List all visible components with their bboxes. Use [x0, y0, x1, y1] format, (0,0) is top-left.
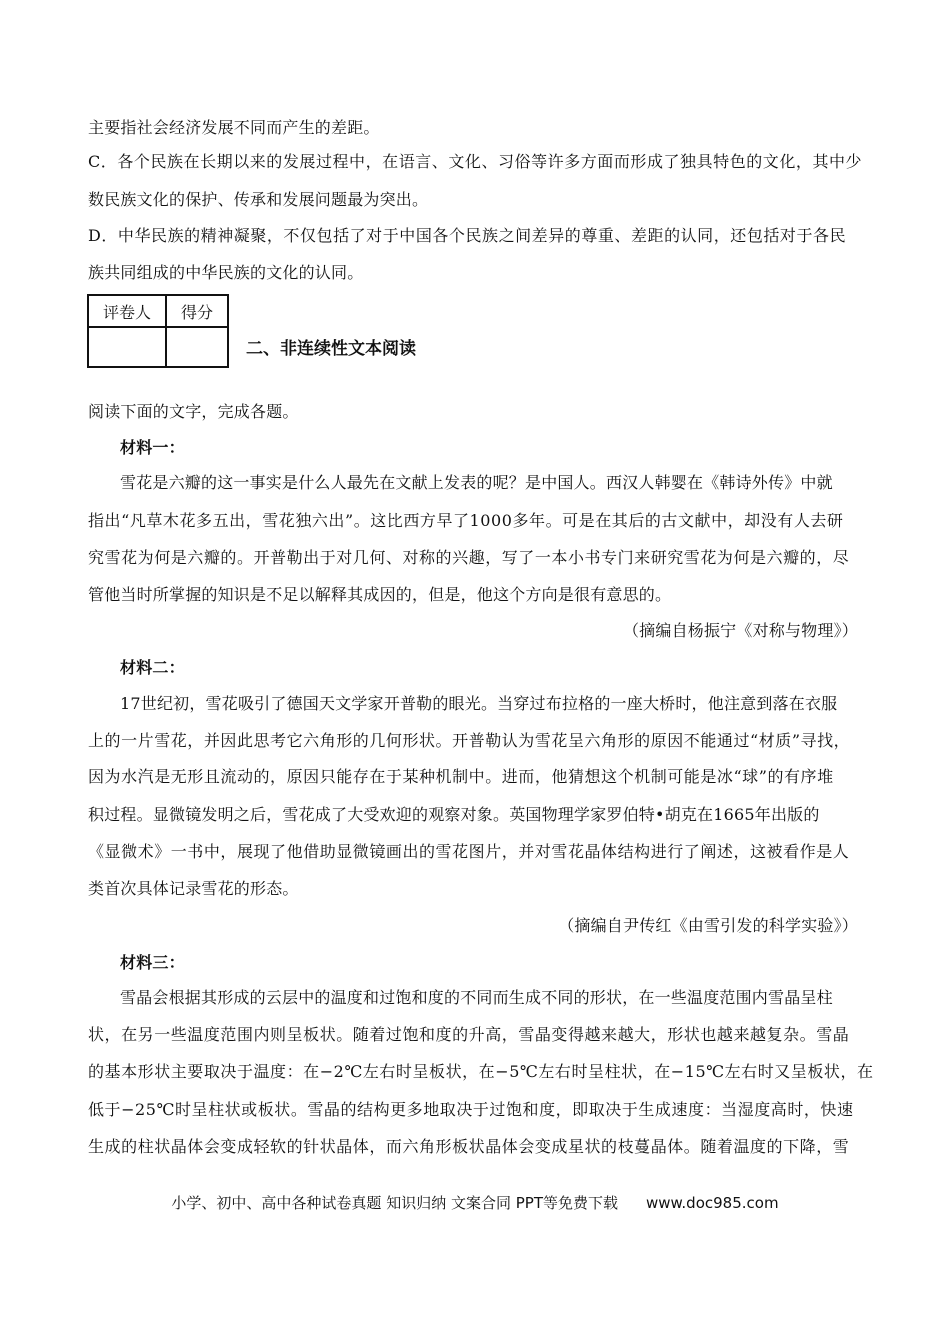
instruction: 阅读下面的文字，完成各题。	[88, 402, 299, 421]
material-2-line-5: 《显微术》一书中，展现了他借助显微镜画出的雪花图片，并对雪花晶体结构进行了阐述，这被看作是人	[88, 842, 850, 861]
material-1-line-3: 究雪花为何是六瓣的。开普勒出于对几何、对称的兴趣，写了一本小书专门来研究雪花为何是六瓣的，尽	[88, 548, 850, 567]
material-3-line-5: 生成的柱状晶体会变成轻软的针状晶体，而六角形板状晶体会变成星状的枝蔓晶体。随着温度的下降，雪	[88, 1137, 850, 1156]
grader-score-table	[87, 294, 229, 368]
score-cell	[166, 327, 228, 367]
material-3-heading: 材料三：	[120, 953, 185, 972]
option-c-line-2: 数民族文化的保护、传承和发展问题最为突出。	[88, 190, 429, 209]
section-title: 二、非连续性文本阅读	[246, 339, 416, 359]
material-2-line-1: 17世纪初，雪花吸引了德国天文学家开普勒的眼光。当穿过布拉格的一座大桥时，他注意到落在衣服	[120, 694, 838, 713]
option-d-line-2: 族共同组成的中华民族的文化的认同。	[88, 263, 364, 282]
option-b-continuation: 主要指社会经济发展不同而产生的差距。	[88, 118, 380, 137]
material-3-line-1: 雪晶会根据其形成的云层中的温度和过饱和度的不同而生成不同的形状，在一些温度范围内雪晶呈柱	[120, 988, 833, 1007]
material-2-line-3: 因为水汽是无形且流动的，原因只能存在于某种机制中。进而，他猜想这个机制可能是冰“球”的有序堆	[88, 767, 834, 786]
material-2-source: （摘编自尹传红《由雪引发的科学实验》）	[558, 916, 858, 935]
grader-cell	[88, 327, 166, 367]
material-3-line-3: 的基本形状主要取决于温度：在−2℃左右时呈板状，在−5℃左右时呈柱状，在−15℃左右时又呈板状，在	[88, 1062, 874, 1081]
material-2-line-2: 上的一片雪花，并因此思考它六角形的几何形状。开普勒认为雪花呈六角形的原因不能通过“材质”寻找，	[88, 731, 851, 750]
score-header: 得分	[166, 295, 228, 327]
grader-header: 评卷人	[88, 295, 166, 327]
material-1-line-4: 管他当时所掌握的知识是不足以解释其成因的，但是，他这个方向是很有意思的。	[88, 585, 672, 604]
footer-text: 小学、初中、高中各种试卷真题 知识归纳 文案合同 PPT等免费下载	[171, 1194, 618, 1212]
material-1-line-1: 雪花是六瓣的这一事实是什么人最先在文献上发表的呢？是中国人。西汉人韩婴在《韩诗外传》中就	[120, 473, 833, 492]
material-1-line-2: 指出“凡草木花多五出，雪花独六出”。这比西方早了1000多年。可是在其后的古文献中，却没有人去研	[88, 511, 844, 530]
material-2-heading: 材料二：	[120, 658, 185, 677]
material-2-line-6: 类首次具体记录雪花的形态。	[88, 879, 299, 898]
material-2-line-4: 积过程。显微镜发明之后，雪花成了大受欢迎的观察对象。英国物理学家罗伯特•胡克在1665年出版的	[88, 805, 820, 824]
material-1-heading: 材料一：	[120, 438, 185, 457]
option-d-line-1: D．中华民族的精神凝聚，不仅包括了对于中国各个民族之间差异的尊重、差距的认同，还包括对于各民	[88, 226, 847, 245]
material-3-line-4: 低于−25℃时呈柱状或板状。雪晶的结构更多地取决于过饱和度，即取决于生成速度：当湿度高时，快速	[88, 1100, 854, 1119]
page-footer	[0, 1192, 950, 1213]
material-1-source: （摘编自杨振宁《对称与物理》）	[622, 621, 858, 640]
option-c-line-1: C．各个民族在长期以来的发展过程中，在语言、文化、习俗等许多方面而形成了独具特色的文化，其中少	[88, 152, 863, 171]
footer-website-link[interactable]: www.doc985.com	[645, 1194, 779, 1212]
material-3-line-2: 状，在另一些温度范围内则呈板状。随着过饱和度的升高，雪晶变得越来越大，形状也越来越复杂。雪晶	[88, 1025, 850, 1044]
